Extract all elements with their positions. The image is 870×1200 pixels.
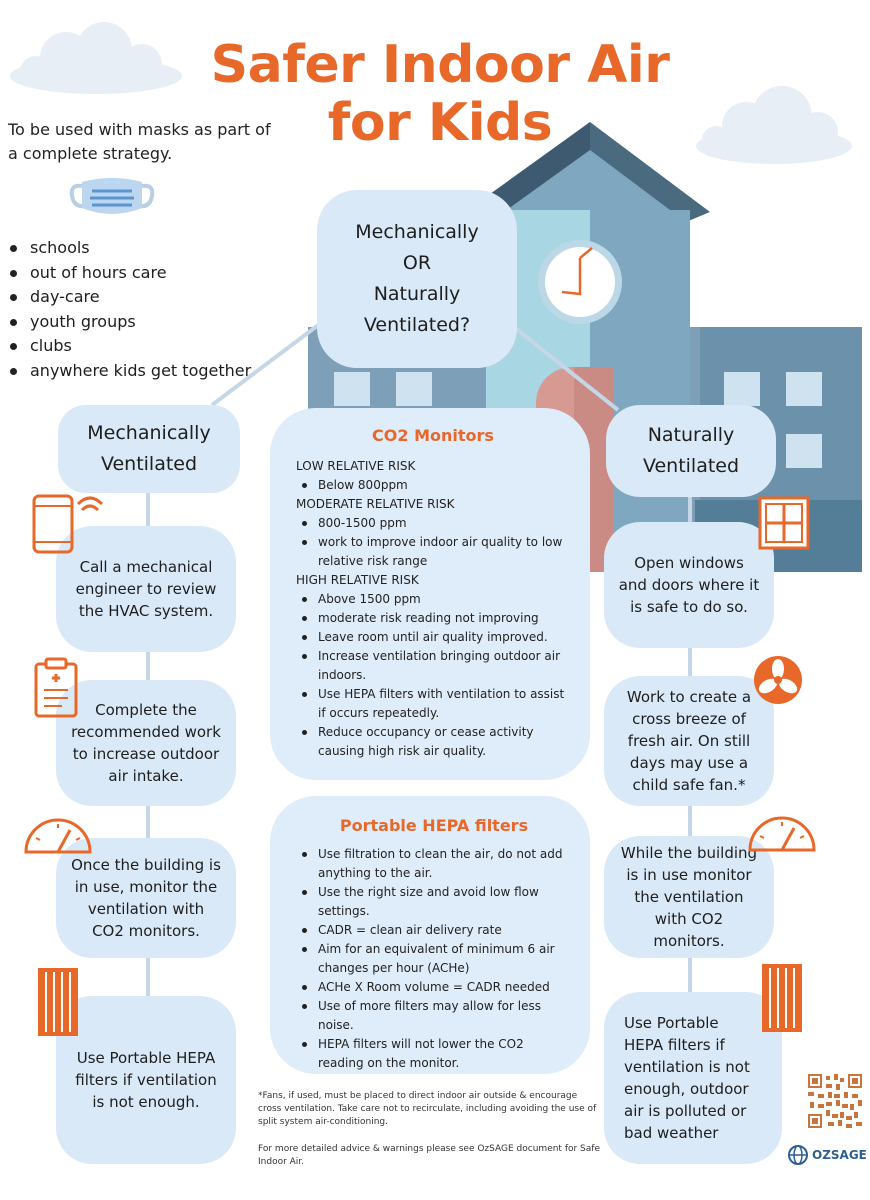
list-item: out of hours care xyxy=(8,261,251,286)
clipboard-medical-icon xyxy=(32,656,80,720)
list-item: day-care xyxy=(8,285,251,310)
settings-list xyxy=(8,236,251,383)
natural-step-1: Open windows and doors where it is safe to do so. xyxy=(604,522,774,648)
list-item: Leave room until air quality improved. xyxy=(296,628,570,647)
moderate-risk-list xyxy=(296,514,570,571)
list-item: Below 800ppm xyxy=(296,476,570,495)
moderate-risk-label: MODERATE RELATIVE RISK xyxy=(296,497,455,511)
natural-step-3: While the building is in use monitor the ventilation with CO2 monitors. xyxy=(604,836,774,958)
list-item: Use of more filters may allow for less noise. xyxy=(296,997,572,1035)
hepa-list xyxy=(296,845,572,1073)
air-filter-icon xyxy=(36,966,80,1038)
list-item: clubs xyxy=(8,334,251,359)
logo-text: OZSAGE xyxy=(812,1148,867,1162)
co2-monitors-panel xyxy=(270,408,590,780)
gauge-icon xyxy=(22,812,94,856)
list-item: schools xyxy=(8,236,251,261)
co2-panel-title: CO2 Monitors xyxy=(372,426,494,445)
question-line-2: OR xyxy=(402,252,432,274)
list-item: 800-1500 ppm xyxy=(296,514,570,533)
natural-step-2: Work to create a cross breeze of fresh air. On still days may use a child safe fan.* xyxy=(604,676,774,806)
qr-code[interactable] xyxy=(806,1072,864,1130)
footnotes xyxy=(258,1090,603,1183)
mechanical-heading-line-2: Ventilated xyxy=(100,453,198,475)
natural-step-4: Use Portable HEPA filters if ventilation is not enough, outdoor air is polluted or bad weather xyxy=(604,992,782,1164)
gauge-icon xyxy=(746,810,818,854)
list-item: Above 1500 ppm xyxy=(296,590,570,609)
mechanical-step-3: Once the building is in use, monitor the ventilation with CO2 monitors. xyxy=(56,838,236,958)
list-item: Increase ventilation bringing outdoor air indoors. xyxy=(296,647,570,685)
globe-icon xyxy=(788,1145,808,1165)
mechanical-step-2: Complete the recommended work to increase outdoor air intake. xyxy=(56,680,236,806)
footnote-more-info: For more detailed advice & warnings please see OzSAGE document for Safe Indoor Air. xyxy=(258,1144,600,1167)
intro-text: To be used with masks as part of a complete strategy. xyxy=(8,120,271,163)
list-item: Use the right size and avoid low flow settings. xyxy=(296,883,572,921)
air-filter-icon xyxy=(760,962,804,1034)
high-risk-label: HIGH RELATIVE RISK xyxy=(296,573,419,587)
question-line-3: Naturally xyxy=(373,283,461,305)
mechanical-step-4: Use Portable HEPA filters if ventilation is not enough. xyxy=(56,996,236,1164)
list-item: youth groups xyxy=(8,310,251,335)
list-item: Aim for an equivalent of minimum 6 air changes per hour (ACHe) xyxy=(296,940,572,978)
mechanical-heading-box xyxy=(58,405,240,493)
window-icon xyxy=(756,494,812,552)
mechanical-step-1: Call a mechanical engineer to review the HVAC system. xyxy=(56,526,236,652)
high-risk-list xyxy=(296,590,570,761)
list-item: Reduce occupancy or cease activity causing high risk air quality. xyxy=(296,723,570,761)
low-risk-label: LOW RELATIVE RISK xyxy=(296,459,416,473)
natural-heading-line-1: Naturally xyxy=(647,424,735,446)
tablet-wifi-icon xyxy=(30,492,106,556)
ozsage-logo xyxy=(788,1145,867,1165)
hepa-panel-title: Portable HEPA filters xyxy=(339,816,529,835)
face-mask-icon xyxy=(68,176,156,218)
title-line-1: Safer Indoor Air xyxy=(210,35,670,95)
mechanical-heading-line-1: Mechanically xyxy=(87,422,211,444)
hepa-filters-panel xyxy=(270,796,590,1074)
list-item: Use HEPA filters with ventilation to assist if occurs repeatedly. xyxy=(296,685,570,723)
question-line-1: Mechanically xyxy=(355,221,479,243)
list-item: moderate risk reading not improving xyxy=(296,609,570,628)
natural-heading-line-2: Ventilated xyxy=(642,455,740,477)
list-item: work to improve indoor air quality to low relative risk range xyxy=(296,533,570,571)
list-item: Use filtration to clean the air, do not add anything to the air. xyxy=(296,845,572,883)
footnote-fans: *Fans, if used, must be placed to direct indoor air outside & encourage cross ventilation. Take care not to recirculate, including avoiding the use of split system air-conditioning. xyxy=(258,1091,597,1127)
ventilation-question-box xyxy=(317,190,517,368)
question-line-4: Ventilated? xyxy=(363,314,471,336)
natural-heading-box xyxy=(606,405,776,497)
title-line-2: for Kids xyxy=(327,93,553,153)
list-item: HEPA filters will not lower the CO2 reading on the monitor. xyxy=(296,1035,572,1073)
list-item: anywhere kids get together xyxy=(8,359,251,384)
fan-icon xyxy=(752,654,804,706)
low-risk-list xyxy=(296,476,570,495)
list-item: ACHe X Room volume = CADR needed xyxy=(296,978,572,997)
list-item: CADR = clean air delivery rate xyxy=(296,921,572,940)
